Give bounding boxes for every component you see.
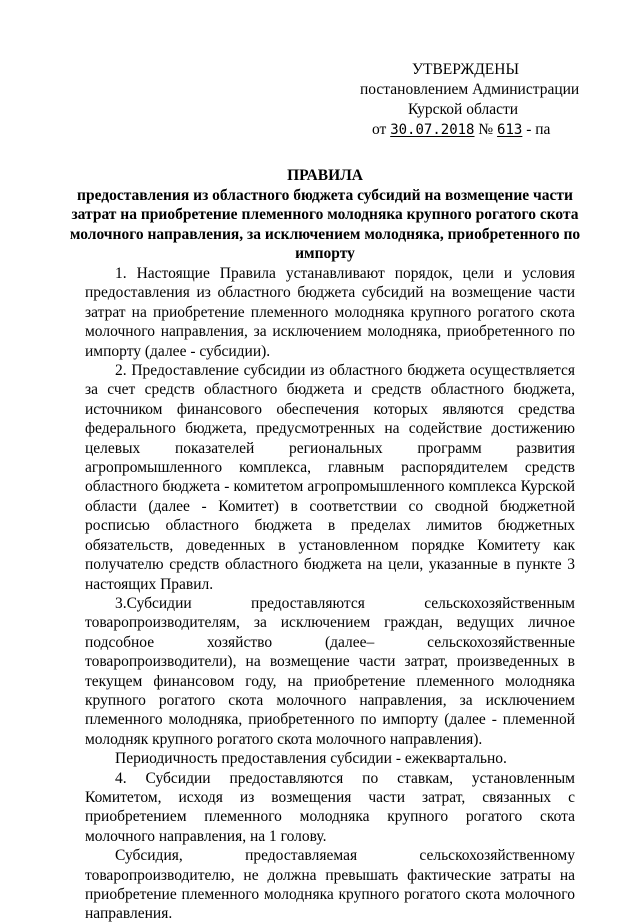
paragraph-3: 3.Субсидии предоставляются сельскохозяйственным товаропроизводителям, за исключением граждан, ведущих личное подсобное хозяйство (далее– сельскохозяйственные товаропроизводители), на возмещение части затрат, произведенных в текущем финансовом году, на приобретение племенного молодняка крупного рогатого скота молочного направления, за исключением племенного молодняка, приобретенного по импорту (далее - племенной молодняк крупного рогатого скота молочного направления). (85, 594, 575, 748)
paragraph-periodicity: Периодичность предоставления субсидии - ежеквартально. (115, 750, 507, 768)
document-body (85, 264, 575, 924)
paragraph-1: 1. Настоящие Правила устанавливают порядок, цели и условия предоставления из областного бюджета субсидий на возмещение части затрат на приобретение племенного молодняка крупного рогатого скота молочного направления, за исключением молодняка, приобретенного по импорту (далее - субсидии). (85, 265, 575, 360)
handwritten-number: 613 (497, 122, 523, 138)
handwritten-date: 30.07.2018 (390, 122, 475, 138)
approval-title: УТВЕРЖДЕНЫ (412, 61, 519, 78)
title-heading: ПРАВИЛА (287, 167, 363, 184)
number-prefix: № (478, 121, 494, 138)
number-suffix: - па (526, 121, 551, 138)
paragraph-4: 4. Субсидии предоставляются по ставкам, установленным Комитетом, исходя из возмещения части затрат, связанных с приобретением племенного молодняка крупного рогатого скота молочного направления, на 1 голову. (85, 769, 575, 845)
paragraph-2: 2. Предоставление субсидии из областного бюджета осуществляется за счет средств областного бюджета и средств областного бюджета, источником финансового обеспечения которых являются средства федерального бюджета, предусмотренных на содействие достижению целевых показателей региональных программ развития агропромышленного комплекса, главным распорядителем средств областного бюджета - комитетом агропромышленного комплекса Курской области (далее - Комитет) в соответствии со сводной бюджетной росписью областного бюджета в пределах лимитов бюджетных обязательств, доведенных в установленном порядке Комитету как получателю средств областного бюджета на цели, указанные в пункте 3 настоящих Правил. (85, 362, 575, 593)
title-subtitle: предоставления из областного бюджета субсидий на возмещение части затрат на приобретение племенного молодняка крупного рогатого скота молочного направления, за исключением молодняка, приобретенного по импорту (69, 186, 581, 262)
approval-region: Курской области (408, 101, 519, 118)
document-title (60, 166, 590, 264)
approval-issuer: постановлением Администрации (360, 81, 580, 98)
date-prefix: от (372, 121, 387, 138)
approval-block (360, 60, 600, 140)
paragraph-subsidy-limit: Субсидия, предоставляемая сельскохозяйственному товаропроизводителю, не должна превышать фактические затраты на приобретение племенного молодняка крупного рогатого скота молочного направления. (85, 847, 575, 923)
approval-date-number (360, 120, 600, 140)
